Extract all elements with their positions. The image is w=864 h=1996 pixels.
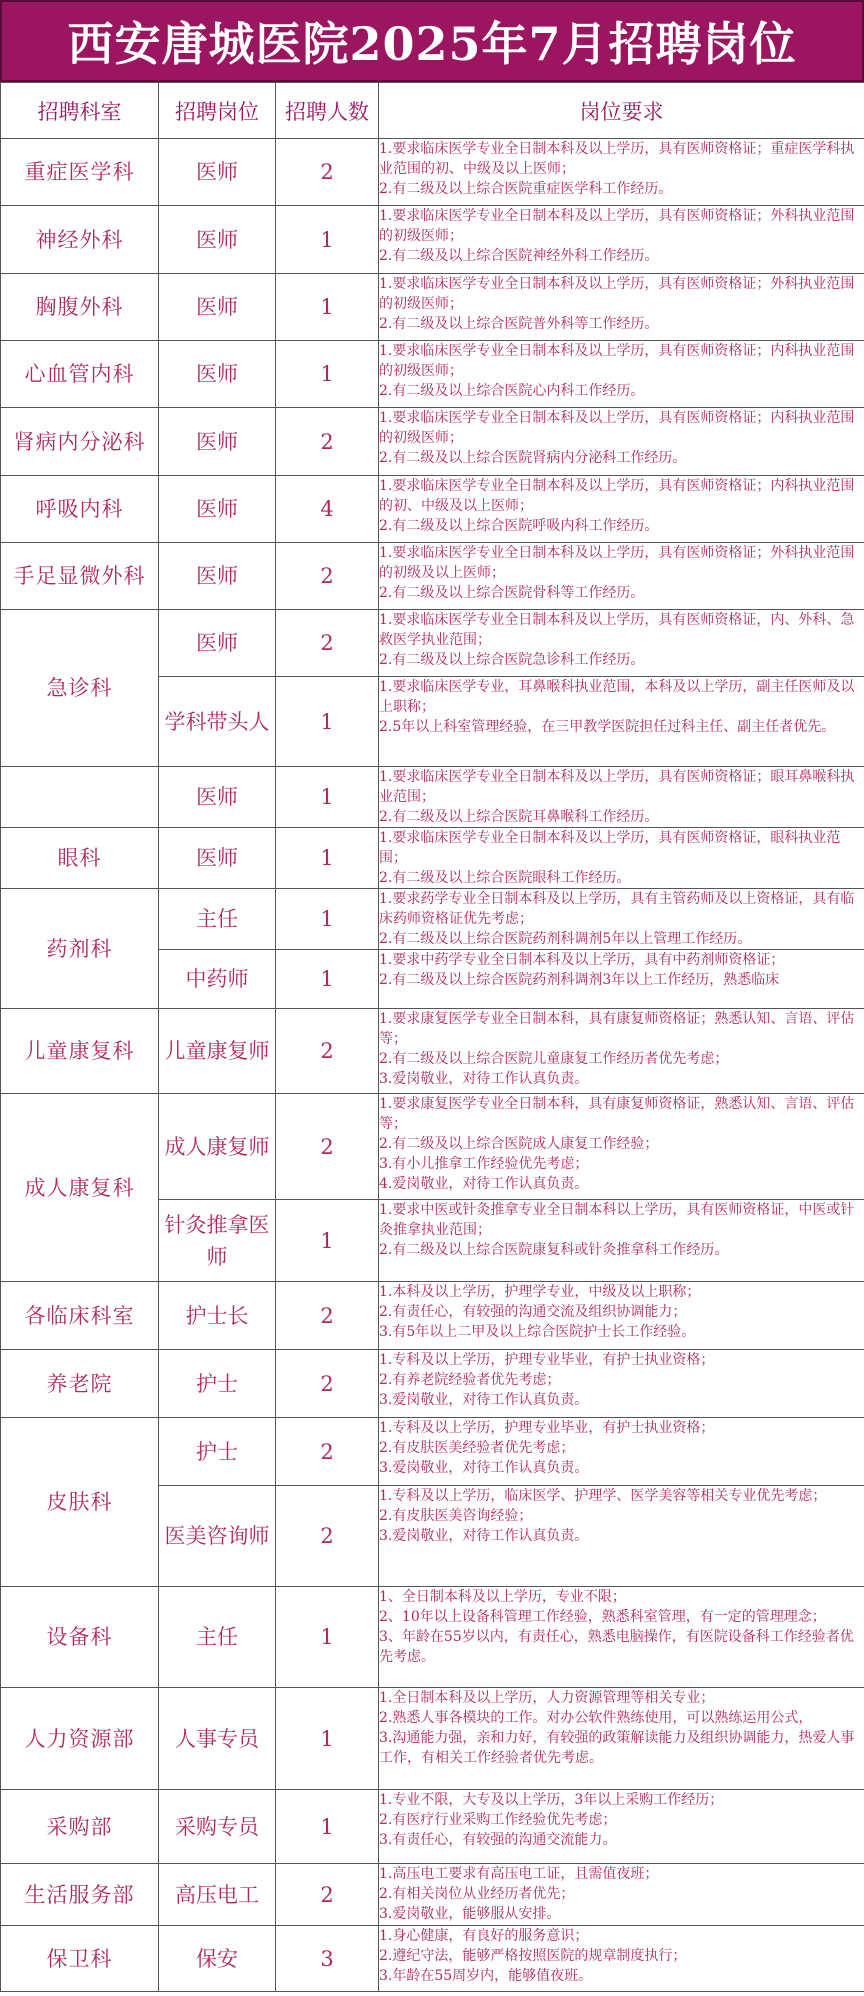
requirements-cell	[379, 274, 864, 341]
requirement-line: 3.有小儿推拿工作经验优先考虑；	[379, 1156, 589, 1172]
count-cell: 2	[276, 139, 379, 206]
count-cell: 2	[276, 1282, 379, 1350]
requirement-line: 2.有二级及以上综合医院重症医学科工作经历。	[379, 181, 673, 197]
count-cell: 1	[276, 1587, 379, 1688]
requirement-line: 2.有二级及以上综合医院急诊科工作经历。	[379, 652, 645, 668]
count-cell: 1	[276, 1790, 379, 1864]
requirement-line: 1.要求康复医学专业全日制本科，具有康复师资格证，熟悉认知、言语、评估等；	[379, 1096, 855, 1132]
count-cell: 2	[276, 1864, 379, 1926]
position-cell: 儿童康复师	[159, 1009, 276, 1094]
requirement-line: 2.有二级及以上综合医院神经外科工作经历。	[379, 248, 659, 264]
requirement-line: 2.有二级及以上综合医院肾病内分泌科工作经历。	[379, 450, 687, 466]
count-cell: 1	[276, 274, 379, 341]
requirement-line: 1.身心健康，有良好的服务意识；	[379, 1928, 589, 1944]
requirements-cell	[379, 610, 864, 677]
requirements-cell	[379, 828, 864, 889]
requirement-line: 1.要求康复医学专业全日制本科，具有康复师资格证；熟悉认知、言语、评估等；	[379, 1011, 855, 1047]
position-cell: 医美咨询师	[159, 1486, 276, 1587]
position-cell: 保安	[159, 1926, 276, 1992]
table-row	[1, 1790, 864, 1864]
count-cell: 1	[276, 767, 379, 828]
position-cell: 医师	[159, 139, 276, 206]
dept-cell: 眼科	[1, 828, 159, 889]
requirement-line: 3.沟通能力强，亲和力好，有较强的政策解读能力及组织协调能力，热爱人事工作，有相关工作经验者优先考虑。	[379, 1730, 855, 1766]
requirement-line: 1.要求临床医学专业全日制本科及以上学历，具有医师资格证；内科执业范围的初级医师；	[379, 410, 855, 446]
table-row	[1, 341, 864, 408]
count-cell: 1	[276, 206, 379, 274]
requirements-cell	[379, 1926, 864, 1992]
requirements-cell	[379, 767, 864, 828]
header-dept: 招聘科室	[1, 83, 159, 139]
position-cell: 高压电工	[159, 1864, 276, 1926]
dept-cell: 胸腹外科	[1, 274, 159, 341]
position-cell: 主任	[159, 1587, 276, 1688]
dept-cell: 肾病内分泌科	[1, 408, 159, 476]
requirement-line: 1.专科及以上学历，临床医学、护理学、医学美容等相关专业优先考虑；	[379, 1488, 827, 1504]
position-cell: 护士	[159, 1418, 276, 1486]
position-cell: 成人康复师	[159, 1094, 276, 1200]
recruitment-table	[0, 82, 864, 1992]
table-row	[1, 767, 864, 828]
table-header-row	[1, 83, 864, 139]
position-cell: 主任	[159, 889, 276, 950]
table-row	[1, 828, 864, 889]
requirement-line: 2.有皮肤医美咨询经验；	[379, 1508, 533, 1524]
count-cell: 2	[276, 1009, 379, 1094]
dept-cell: 重症医学科	[1, 139, 159, 206]
dept-cell: 神经外科	[1, 206, 159, 274]
position-cell: 护士长	[159, 1282, 276, 1350]
requirement-line: 1.要求临床医学专业全日制本科及以上学历，具有医师资格证；外科执业范围的初级医师；	[379, 276, 855, 312]
requirement-line: 2.有养老院经验者优先考虑；	[379, 1372, 561, 1388]
count-cell: 2	[276, 1418, 379, 1486]
dept-cell: 生活服务部	[1, 1864, 159, 1926]
table-body	[1, 139, 864, 1992]
requirement-line: 3.有责任心，有较强的沟通交流能力。	[379, 1832, 617, 1848]
position-cell: 针灸推拿医师	[159, 1200, 276, 1282]
requirement-line: 2.有皮肤医美经验者优先考虑；	[379, 1440, 575, 1456]
table-row	[1, 543, 864, 610]
dept-cell: 采购部	[1, 1790, 159, 1864]
requirement-line: 2.熟悉人事各模块的工作。对办公软件熟练使用，可以熟练运用公式，	[379, 1710, 813, 1726]
position-cell: 医师	[159, 341, 276, 408]
count-cell: 4	[276, 476, 379, 543]
requirements-cell	[379, 1864, 864, 1926]
requirements-cell	[379, 1350, 864, 1418]
position-cell: 医师	[159, 543, 276, 610]
table-row	[1, 1350, 864, 1418]
position-cell: 医师	[159, 610, 276, 677]
header-requirements: 岗位要求	[379, 83, 864, 139]
requirement-line: 2.有二级及以上综合医院药剂科调剂5年以上管理工作经历。	[379, 931, 752, 947]
requirement-line: 2.有二级及以上综合医院呼吸内科工作经历。	[379, 518, 659, 534]
requirements-cell	[379, 139, 864, 206]
table-row	[1, 1009, 864, 1094]
requirement-line: 2.5年以上科室管理经验，在三甲教学医院担任过科主任、副主任者优先。	[379, 719, 836, 735]
count-cell: 1	[276, 950, 379, 1009]
dept-cell: 各临床科室	[1, 1282, 159, 1350]
position-cell: 医师	[159, 408, 276, 476]
requirements-cell	[379, 1790, 864, 1864]
count-cell: 1	[276, 677, 379, 767]
requirement-line: 2.有二级及以上综合医院成人康复工作经验；	[379, 1136, 659, 1152]
requirement-line: 2.有医疗行业采购工作经验优先考虑；	[379, 1812, 617, 1828]
requirement-line: 3.有5年以上二甲及以上综合医院护士长工作经验。	[379, 1324, 696, 1340]
requirements-cell	[379, 543, 864, 610]
table-row	[1, 476, 864, 543]
header-count: 招聘人数	[276, 83, 379, 139]
table-row	[1, 1418, 864, 1486]
count-cell: 2	[276, 610, 379, 677]
requirement-line: 3.爱岗敬业，对待工作认真负责。	[379, 1460, 589, 1476]
requirements-cell	[379, 1587, 864, 1688]
count-cell: 1	[276, 341, 379, 408]
requirements-cell	[379, 1688, 864, 1790]
requirement-line: 2.有二级及以上综合医院骨科等工作经历。	[379, 585, 645, 601]
requirement-line: 1.要求临床医学专业全日制本科及以上学历，具有医师资格证；重症医学科执业范围的初、中级及以上医师；	[379, 141, 855, 177]
table-row	[1, 610, 864, 677]
position-cell: 学科带头人	[159, 677, 276, 767]
requirements-cell	[379, 341, 864, 408]
dept-cell: 设备科	[1, 1587, 159, 1688]
requirement-line: 1.要求药学专业全日制本科及以上学历，具有主管药师及以上资格证，具有临床药师资格证优先考虑；	[379, 891, 855, 927]
requirement-line: 1.专业不限，大专及以上学历，3年以上采购工作经历；	[379, 1792, 724, 1808]
requirement-line: 2.有相关岗位从业经历者优先；	[379, 1886, 575, 1902]
table-row	[1, 206, 864, 274]
count-cell: 2	[276, 1094, 379, 1200]
requirement-line: 3.爱岗敬业，对待工作认真负责。	[379, 1528, 589, 1544]
dept-cell	[1, 767, 159, 828]
dept-cell: 心血管内科	[1, 341, 159, 408]
dept-cell: 儿童康复科	[1, 1009, 159, 1094]
table-row	[1, 408, 864, 476]
dept-cell: 成人康复科	[1, 1094, 159, 1282]
position-cell: 医师	[159, 274, 276, 341]
dept-cell: 急诊科	[1, 610, 159, 767]
position-cell: 医师	[159, 476, 276, 543]
position-cell: 医师	[159, 767, 276, 828]
requirement-line: 1.高压电工要求有高压电工证，且需值夜班；	[379, 1866, 659, 1882]
requirements-cell	[379, 1009, 864, 1094]
table-row	[1, 1094, 864, 1200]
table-row	[1, 274, 864, 341]
requirement-line: 4.爱岗敬业，对待工作认真负责。	[379, 1176, 589, 1192]
header-position: 招聘岗位	[159, 83, 276, 139]
requirement-line: 2、10年以上设备科管理工作经验，熟悉科室管理，有一定的管理理念；	[379, 1609, 826, 1625]
count-cell: 3	[276, 1926, 379, 1992]
count-cell: 1	[276, 828, 379, 889]
table-row	[1, 1864, 864, 1926]
requirements-cell	[379, 1094, 864, 1200]
table-row	[1, 1688, 864, 1790]
position-cell: 中药师	[159, 950, 276, 1009]
count-cell: 2	[276, 1350, 379, 1418]
requirements-cell	[379, 206, 864, 274]
requirement-line: 2.有二级及以上综合医院康复科或针灸推拿科工作经历。	[379, 1242, 729, 1258]
requirements-cell	[379, 677, 864, 767]
requirement-line: 1.本科及以上学历，护理学专业，中级及以上职称；	[379, 1284, 701, 1300]
requirement-line: 2.有二级及以上综合医院眼科工作经历。	[379, 870, 631, 886]
requirement-line: 1、全日制本科及以上学历，专业不限；	[379, 1589, 626, 1605]
requirement-line: 2.有责任心，有较强的沟通交流及组织协调能力；	[379, 1304, 687, 1320]
dept-cell: 人力资源部	[1, 1688, 159, 1790]
requirement-line: 1.要求临床医学专业全日制本科及以上学历，具有医师资格证；外科执业范围的初级及以上医师；	[379, 545, 855, 581]
table-row	[1, 1282, 864, 1350]
count-cell: 1	[276, 1688, 379, 1790]
dept-cell: 皮肤科	[1, 1418, 159, 1587]
requirement-line: 1.要求临床医学专业全日制本科及以上学历，具有医师资格证，内、外科、急救医学执业范围；	[379, 612, 855, 648]
requirements-cell	[379, 408, 864, 476]
requirement-line: 3.年龄在55周岁内，能够值夜班。	[379, 1968, 593, 1984]
position-cell: 采购专员	[159, 1790, 276, 1864]
requirements-cell	[379, 889, 864, 950]
requirements-cell	[379, 1200, 864, 1282]
dept-cell: 呼吸内科	[1, 476, 159, 543]
dept-cell: 手足显微外科	[1, 543, 159, 610]
dept-cell: 药剂科	[1, 889, 159, 1009]
count-cell: 2	[276, 543, 379, 610]
table-row	[1, 139, 864, 206]
requirements-cell	[379, 476, 864, 543]
count-cell: 2	[276, 408, 379, 476]
requirement-line: 2.有二级及以上综合医院耳鼻喉科工作经历。	[379, 809, 659, 825]
requirement-line: 2.有二级及以上综合医院普外科等工作经历。	[379, 316, 659, 332]
requirements-cell	[379, 1418, 864, 1486]
requirement-line: 1.要求临床医学专业全日制本科及以上学历，具有医师资格证；眼耳鼻喉科执业范围；	[379, 769, 855, 805]
requirement-line: 3、年龄在55岁以内，有责任心，熟悉电脑操作，有医院设备科工作经验者优先考虑。	[379, 1629, 854, 1665]
requirement-line: 2.有二级及以上综合医院心内科工作经历。	[379, 383, 645, 399]
requirement-line: 3.爱岗敬业，对待工作认真负责。	[379, 1392, 589, 1408]
dept-cell: 保卫科	[1, 1926, 159, 1992]
requirement-line: 1.专科及以上学历，护理专业毕业，有护士执业资格；	[379, 1352, 715, 1368]
table-row	[1, 889, 864, 950]
requirement-line: 1.要求临床医学专业全日制本科及以上学历，具有医师资格证，眼科执业范围；	[379, 830, 841, 866]
requirements-cell	[379, 950, 864, 1009]
requirement-line: 1.专科及以上学历，护理专业毕业，有护士执业资格；	[379, 1420, 715, 1436]
requirement-line: 1.要求临床医学专业，耳鼻喉科执业范围，本科及以上学历，副主任医师及以上职称；	[379, 679, 855, 715]
table-row	[1, 1926, 864, 1992]
requirements-cell	[379, 1282, 864, 1350]
position-cell: 人事专员	[159, 1688, 276, 1790]
requirement-line: 2.有二级及以上综合医院儿童康复工作经历者优先考虑；	[379, 1051, 729, 1067]
page-title: 西安唐城医院2025年7月招聘岗位	[0, 0, 864, 82]
requirement-line: 3.爱岗敬业，对待工作认真负责。	[379, 1071, 589, 1087]
table-row	[1, 1587, 864, 1688]
count-cell: 1	[276, 1200, 379, 1282]
requirement-line: 1.要求临床医学专业全日制本科及以上学历，具有医师资格证；外科执业范围的初级医师；	[379, 208, 855, 244]
requirement-line: 1.要求中医或针灸推拿专业全日制本科以上学历，具有医师资格证，中医或针灸推拿执业范围；	[379, 1202, 855, 1238]
requirement-line: 1.要求中药学专业全日制本科及以上学历，具有中药剂师资格证；	[379, 952, 785, 968]
requirement-line: 1.全日制本科及以上学历，人力资源管理等相关专业；	[379, 1690, 715, 1706]
requirement-line: 2.遵纪守法，能够严格按照医院的规章制度执行；	[379, 1948, 687, 1964]
position-cell: 护士	[159, 1350, 276, 1418]
count-cell: 2	[276, 1486, 379, 1587]
requirement-line: 1.要求临床医学专业全日制本科及以上学历，具有医师资格证；内科执业范围的初、中级及以上医师；	[379, 478, 855, 514]
position-cell: 医师	[159, 206, 276, 274]
position-cell: 医师	[159, 828, 276, 889]
requirement-line: 1.要求临床医学专业全日制本科及以上学历，具有医师资格证；内科执业范围的初级医师；	[379, 343, 855, 379]
requirement-line: 3.爱岗敬业，能够服从安排。	[379, 1906, 561, 1922]
requirements-cell	[379, 1486, 864, 1587]
requirement-line: 2.有二级及以上综合医院药剂科调剂3年以上工作经历，熟悉临床	[379, 972, 780, 988]
dept-cell: 养老院	[1, 1350, 159, 1418]
count-cell: 1	[276, 889, 379, 950]
